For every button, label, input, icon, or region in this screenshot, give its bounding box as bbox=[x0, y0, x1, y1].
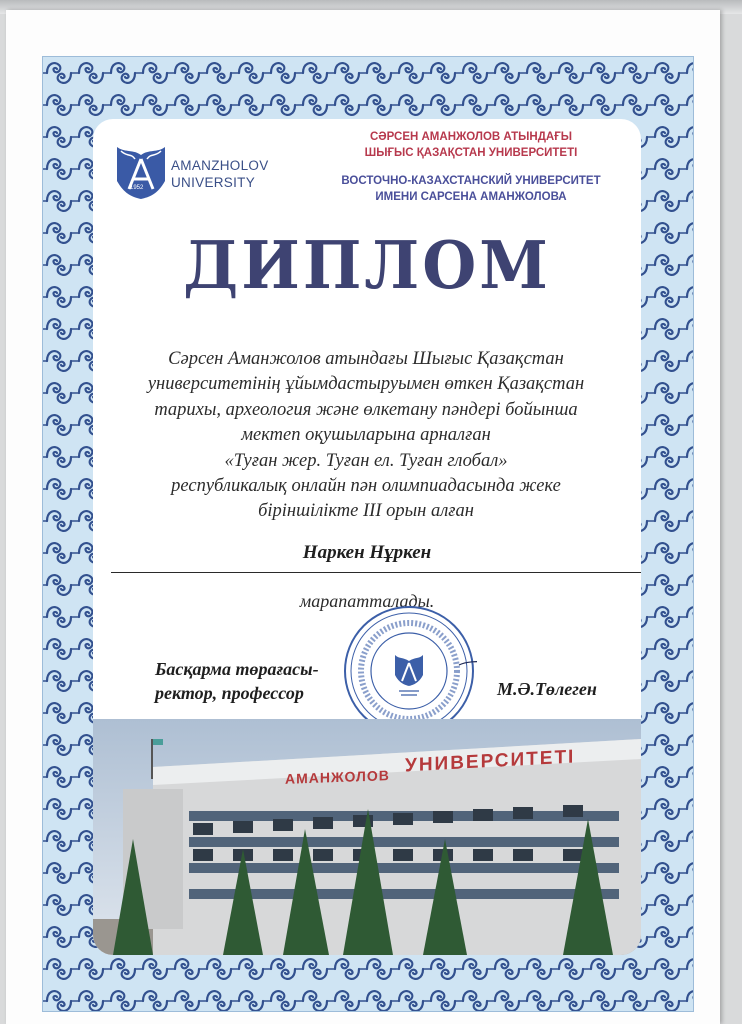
award-line: Сәрсен Аманжолов атындағы Шығыс Қазақстан bbox=[168, 349, 564, 369]
award-line: тарихы, археология және өлкетану пәндері бойынша bbox=[154, 399, 578, 420]
ornamental-border bbox=[42, 56, 694, 1012]
signature-line1: Басқарма төрағасы- bbox=[155, 659, 319, 679]
signature-line2: ректор, профессор bbox=[155, 683, 304, 703]
diploma-content bbox=[93, 119, 641, 955]
uni-kz-line2: ШЫҒЫС ҚАЗАҚСТАН УНИВЕРСИТЕТІ bbox=[364, 147, 578, 159]
award-line: мектеп оқушыларына арналған bbox=[241, 425, 491, 446]
university-building-photo bbox=[93, 719, 641, 955]
logo-emblem-icon bbox=[113, 141, 169, 201]
uni-ru-line1: ВОСТОЧНО-КАЗАХСТАНСКИЙ УНИВЕРСИТЕТ bbox=[341, 175, 601, 187]
university-logo bbox=[113, 141, 313, 201]
logo-year: 1952 bbox=[130, 185, 144, 191]
building-sign-small: АМАНЖОЛОВ bbox=[285, 767, 390, 787]
award-line: республикалық онлайн пән олимпиадасында жеке bbox=[171, 476, 561, 497]
university-name-kz bbox=[311, 129, 631, 161]
signer-name: М.Ә.Төлеген bbox=[497, 679, 597, 699]
award-line: «Туған жер. Туған ел. Туған глобал» bbox=[224, 450, 508, 471]
name-underline bbox=[111, 572, 641, 573]
university-name-ru bbox=[311, 173, 631, 205]
diploma-title: ДИПЛОМ bbox=[183, 227, 551, 304]
signature-title bbox=[155, 657, 319, 705]
award-text bbox=[101, 347, 631, 525]
logo-line1: AMANZHOLOV bbox=[171, 158, 269, 173]
award-line: университетінің ұйымдастыруымен өткен Қазақстан bbox=[147, 374, 585, 395]
uni-ru-line2: ИМЕНИ САРСЕНА АМАНЖОЛОВА bbox=[375, 191, 567, 203]
diploma-sheet bbox=[6, 10, 720, 1024]
building-sign-large: УНИВЕРСИТЕТІ bbox=[405, 746, 576, 777]
awarded-text: марапатталады. bbox=[299, 591, 435, 611]
logo-line2: UNIVERSITY bbox=[171, 175, 256, 190]
logo-wordmark bbox=[171, 157, 269, 191]
recipient-name: Наркен Нұркен bbox=[302, 542, 432, 563]
award-line: біріншілікте III орын алған bbox=[258, 501, 474, 522]
uni-kz-line1: СӘРСЕН АМАНЖОЛОВ АТЫНДАҒЫ bbox=[369, 131, 573, 143]
